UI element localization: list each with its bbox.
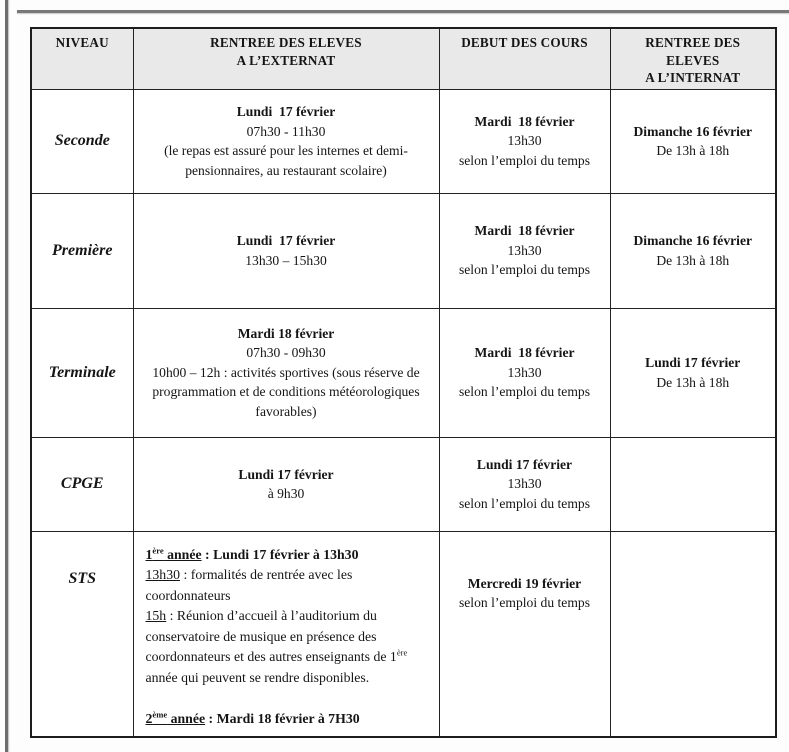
- detail-line: à 9h30: [267, 486, 305, 501]
- level-cell-sts: STS: [31, 531, 133, 737]
- detail-line: selon l’emploi du temps: [458, 384, 590, 400]
- cell-terminale-cours: [439, 308, 610, 437]
- detail-line: (le repas est assuré pour les internes et demi-pensionnaires, au restaurant scolaire): [164, 143, 408, 178]
- detail-line: De 13h à 18h: [656, 143, 730, 158]
- date-line: Mardi 18 février: [474, 345, 575, 361]
- header-line: A L’EXTERNAT: [236, 52, 336, 68]
- detail-line: De 13h à 18h: [656, 374, 730, 390]
- date-line: Lundi 17 février: [645, 355, 741, 370]
- sts-paragraph: 1ère année : Lundi 17 février à 13h30: [145, 544, 359, 562]
- cell-cpge-cours: [439, 437, 610, 531]
- header-debut-cours: [439, 28, 610, 89]
- cell-seconde-internat: [610, 89, 776, 193]
- cell-sts-externat: [133, 531, 439, 737]
- detail-line: selon l’emploi du temps: [458, 595, 590, 610]
- detail-line: 10h00 – 12h : activités sportives (sous réserve de programmation et de conditions météorologiques favorables): [152, 364, 420, 419]
- row-premiere: [31, 193, 776, 308]
- row-terminale: [31, 308, 776, 437]
- date-line: Mercredi 19 février: [467, 575, 582, 591]
- level-cell-terminale: Terminale: [31, 308, 133, 437]
- level-cell-cpge: CPGE: [31, 437, 133, 531]
- row-seconde: [31, 89, 776, 193]
- cell-premiere-cours: [439, 193, 610, 308]
- row-cpge: [31, 437, 776, 531]
- date-line: Dimanche 16 février: [633, 233, 753, 248]
- header-niveau: [31, 28, 133, 89]
- detail-line: 13h30: [507, 242, 542, 258]
- header-line: A L’INTERNAT: [645, 70, 741, 85]
- date-line: Mardi 18 février: [474, 113, 575, 129]
- date-line: Lundi 17 février: [236, 104, 336, 119]
- page-edge-horizontal-line: [17, 10, 789, 13]
- detail-line: 07h30 - 11h30: [246, 123, 326, 139]
- table-header-row: [31, 28, 776, 89]
- sts-paragraph: 13h30 : formalités de rentrée avec les coordonnateurs: [145, 567, 353, 603]
- detail-line: selon l’emploi du temps: [458, 152, 590, 168]
- date-line: Mardi 18 février: [237, 325, 335, 341]
- header-line: ELEVES: [666, 52, 720, 68]
- header-internat: [610, 28, 776, 89]
- sts-paragraph: 15h : Réunion d’accueil à l’auditorium du conservatoire de musique en présence des coordonnateurs et des autres enseignants de 1ère année qui peuvent se rendre disponibles.: [145, 608, 408, 685]
- detail-line: selon l’emploi du temps: [458, 495, 590, 511]
- detail-line: 07h30 - 09h30: [246, 345, 326, 361]
- cell-cpge-externat: [133, 437, 439, 531]
- cell-terminale-internat: [610, 308, 776, 437]
- header-externat: [133, 28, 439, 89]
- detail-line: selon l’emploi du temps: [458, 262, 590, 278]
- header-line: RENTREE DES: [645, 35, 741, 50]
- cell-sts-cours: [439, 531, 610, 737]
- cell-seconde-cours: [439, 89, 610, 193]
- date-line: Lundi 17 février: [476, 456, 573, 472]
- cell-sts-internat: [610, 531, 776, 737]
- header-line: NIVEAU: [55, 35, 109, 50]
- level-cell-seconde: Seconde: [31, 89, 133, 193]
- sts-paragraph: 2ème année : Mardi 18 février à 7H30: [145, 709, 360, 726]
- detail-line: De 13h à 18h: [656, 252, 730, 268]
- cell-premiere-internat: [610, 193, 776, 308]
- cell-cpge-internat: [610, 437, 776, 531]
- detail-line: 13h30 – 15h30: [245, 252, 327, 268]
- detail-line: 13h30: [507, 364, 542, 380]
- date-line: Lundi 17 février: [236, 233, 336, 248]
- row-sts: [31, 531, 776, 737]
- date-line: Lundi 17 février: [238, 466, 334, 482]
- detail-line: 13h30: [507, 476, 542, 492]
- cell-seconde-externat: [133, 89, 439, 193]
- date-line: Dimanche 16 février: [633, 123, 753, 139]
- page-edge-vertical-line: [5, 0, 8, 752]
- cell-premiere-externat: [133, 193, 439, 308]
- date-line: Mardi 18 février: [474, 223, 575, 239]
- header-line: DEBUT DES COURS: [461, 35, 588, 50]
- header-line: RENTREE DES ELEVES: [210, 35, 362, 50]
- level-cell-premiere: Première: [31, 193, 133, 308]
- cell-terminale-externat: [133, 308, 439, 437]
- rentree-schedule-table: [30, 27, 777, 738]
- detail-line: 13h30: [507, 133, 542, 149]
